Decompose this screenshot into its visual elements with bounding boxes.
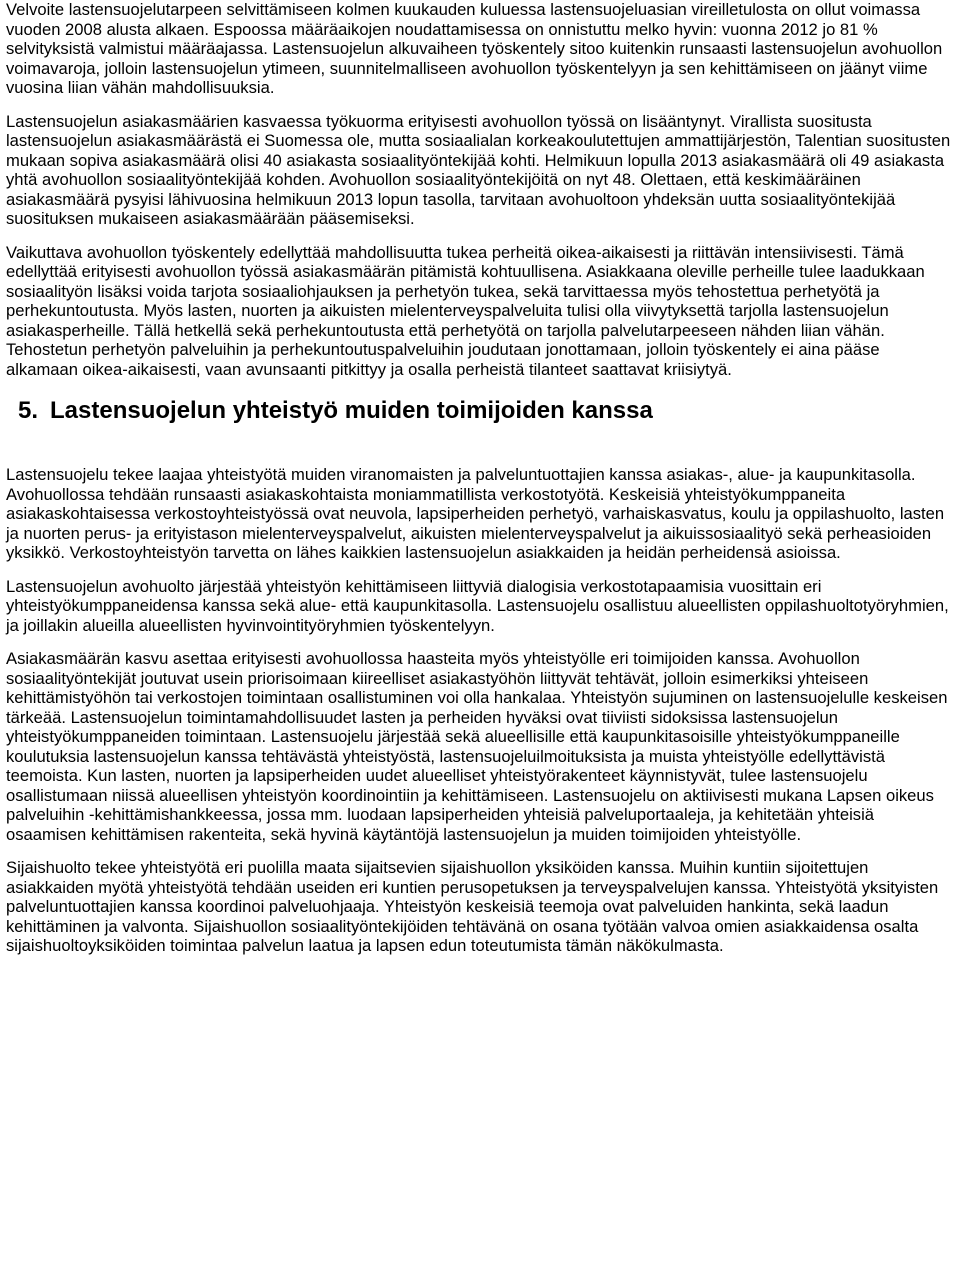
paragraph-section5-4: Sijaishuolto tekee yhteistyötä eri puolilla maata sijaitsevien sijaishuollon yksiköiden kanssa. Muihin kuntiin sijoitettujen asiakkaiden myötä yhteistyötä tehdään useiden eri kuntien perusopetuksen ja terveyspalvelujen kanssa. Yhteistyötä yksityisten palveluntuottajien kanssa koordinoi palveluohjaaja. Yhteistyön keskeisiä teemoja ovat palveluiden hankinta, sekä laadun kehittäminen ja valvonta. Sijaishuollon sosiaalityöntekijöiden tehtävänä on osana työtään valvoa omien asiakkaidensa osalta sijaishuoltoyksiköiden toimintaa palvelun laatua ja lapsen edun toteutumista tämän näkökulmasta. [6,858,939,955]
paragraph-intro-1: Velvoite lastensuojelutarpeen selvittämiseen kolmen kuukauden kuluessa lastensuojeluasian vireilletulosta on ollut voimassa vuoden 2008 alusta alkaen. Espoossa määräaikojen noudattamisessa on onnistuttu melko hyvin: vuonna 2012 jo 81 % selvityksistä valmistui määräajassa. Lastensuojelun alkuvaiheen työskentely sitoo kuitenkin runsaasti lastensuojelun avohuollon voimavaroja, jolloin lastensuojelun ytimeen, suunnitelmalliseen avohuollon työskentelyyn ja sen kehittämiseen on jäänyt viime vuosina liian vähän mahdollisuuksia. [6,0,943,97]
paragraph-intro-3: Vaikuttava avohuollon työskentely edellyttää mahdollisuutta tukea perheitä oikea-aikaisesti ja riittävän intensiivisesti. Tämä edellyttää erityisesti avohuollon työssä asiakasmäärän pitämistä kohtuullisena. Asiakkaana oleville perheille tulee laadukkaan sosiaalityön lisäksi voida tarjota sosiaaliohjauksen ja perhetyön tukea, sekä tarvittaessa myös tehostettua perhetyötä ja perhekuntoutusta. Myös lasten, nuorten ja aikuisten mielenterveyspalveluita tulisi olla viivytyksettä tarjolla lastensuojelun asiakasperheille. Tällä hetkellä sekä perhekuntoutusta että perhetyötä on tarjolla palvelutarpeeseen nähden liian vähän. Tehostetun perhetyön palveluihin ja perhekuntoutuspalveluihin joudutaan jonottamaan, jolloin työskentely ei aina pääse alkamaan oikea-aikaisesti, vaan avunsaanti pitkittyy ja osalla perheistä tilanteet saattavat kriisiytyä. [6,242,925,379]
paragraph-intro-2: Lastensuojelun asiakasmäärien kasvaessa työkuorma erityisesti avohuollon työssä on lisääntynyt. Virallista suositusta lastensuojelun asiakasmäärästä ei Suomessa ole, mutta sosiaalialan korkeakoulutettujen ammattijärjestön, Talentian suositusten mukaan sopiva asiakasmäärä olisi 40 asiakasta sosiaalityöntekijää kohti. Helmikuun lopulla 2013 asiakasmäärä oli 49 asiakasta yhtä avohuollon sosiaalityöntekijää kohden. Avohuollon sosiaalityöntekijöitä on nyt 48. Olettaen, että keskimääräinen asiakasmäärä pysyisi lähivuosina helmikuun 2013 lopun tasolla, tarvitaan avohuoltoon yhdeksän uutta sosiaalityöntekijää suosituksen mukaiseen asiakasmäärään pääsemiseksi. [6,111,951,228]
paragraph-section5-3: Asiakasmäärän kasvu asettaa erityisesti avohuollossa haasteita myös yhteistyölle eri toimijoiden kanssa. Avohuollon sosiaalityöntekijät joutuvat usein priorisoimaan kiireelliset asiakastyöhön liittyvät tehtävät, jolloin esimerkiksi yhteiseen kehittämistyöhön tai verkostojen toimintaan osallistuminen voi olla hankalaa. Yhteistyön sujuminen on lastensuojelulle keskeisen tärkeää. Lastensuojelun toimintamahdollisuudet lasten ja perheiden hyväksi ovat tiiviisti sidoksissa lastensuojelun yhteistyökumppaneiden toimintaan. Lastensuojelu järjestää sekä alueellisille että kaupunkitasoisille yhteistyökumppaneille koulutuksia lastensuojelun kanssa tehtävästä yhteistyöstä, lastensuojeluilmoituksista ja muista yhteistyölle edellyttävistä teemoista. Kun lasten, nuorten ja lapsiperheiden uudet alueelliset yhteistyörakenteet käynnistyvät, tulee lastensuojelu osallistumaan niissä alueellisen yhteistyön koordinointiin ja kehittämiseen. Lastensuojelu on aktiivisesti mukana Lapsen oikeus palveluihin -kehittämishankkeessa, jossa mm. luodaan lapsiperheiden yhteisiä palveluportaaleja, ja kehitetään yhteisiä osaamisen kehittämisen rakenteita, sekä hyvinä käytäntöjä lastensuojelun ja muiden toimijoiden yhteistyölle. [6,649,948,844]
paragraph-section5-2: Lastensuojelun avohuolto järjestää yhteistyön kehittämiseen liittyviä dialogisia verkostotapaamisia vuosittain eri yhteistyökumppaneidensa kanssa sekä alue- että kaupunkitasolla. Lastensuojelu osallistuu alueellisten oppilashuoltotyöryhmien, ja joillakin alueilla alueellisten hyvinvointityöryhmien työskentelyyn. [6,576,949,635]
section-heading [6,397,954,425]
section-title: Lastensuojelun yhteistyö muiden toimijoiden kanssa [50,397,653,424]
section-number: 5. [18,397,39,424]
paragraph-section5-1: Lastensuojelu tekee laajaa yhteistyötä muiden viranomaisten ja palveluntuottajien kanssa asiakas-, alue- ja kaupunkitasolla. Avohuollossa tehdään runsaasti asiakaskohtaista moniammatillista verkostotyötä. Keskeisiä yhteistyökumppaneita asiakaskohtaisessa verkostoyhteistyössä ovat neuvola, lapsiperheiden perhetyö, varhaiskasvatus, koulu ja oppilashuolto, lasten ja nuorten perus- ja erityistason mielenterveyspalvelut, aikuisten mielenterveyspalvelut ja aikuissosiaalityö sekä perheasioiden yksikkö. Verkostoyhteistyön tarvetta on lähes kaikkien lastensuojelun asiakkaiden ja heidän perheidensä asioissa. [6,465,945,562]
document-page [6,0,954,970]
